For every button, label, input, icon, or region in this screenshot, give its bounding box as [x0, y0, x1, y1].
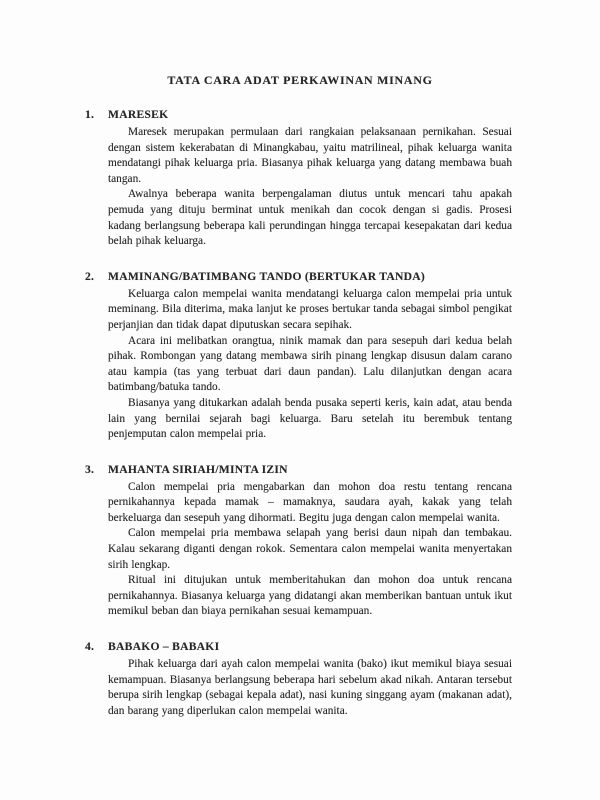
section-heading-row: [85, 269, 512, 284]
section-heading-row: [85, 107, 512, 122]
paragraph: Calon mempelai pria mengabarkan dan mohon doa restu tentang rencana pernikahannya kepada mamak – mamaknya, saudara ayah, kakak yang telah berkeluarga dan sesepuh yang dihormati. Begitu juga dengan calon mempelai wanita.: [108, 480, 512, 524]
paragraph: Keluarga calon mempelai wanita mendatangi keluarga calon mempelai pria untuk meminang. Bila diterima, maka lanjut ke proses bertukar tanda sebagai simbol pengikat perjanjian dan tidak dapat diputuskan secara sepihak.: [108, 287, 512, 331]
document-body: [85, 107, 512, 719]
section-babako-babaki: [85, 639, 512, 719]
paragraph: Pihak keluarga dari ayah calon mempelai wanita (bako) ikut memikul biaya sesuai kemampuan. Biasanya berlangsung beberapa hari sebelum akad nikah. Antaran tersebut berupa sirih lengkap (sebagai kepala adat), nasi kuning singgang ayam (makanan adat), dan barang yang diperlukan calon mempelai wanita.: [108, 658, 512, 717]
section-maresek: [85, 107, 512, 250]
section-number: 3.: [85, 462, 95, 476]
paragraph: Ritual ini ditujukan untuk memberitahukan dan mohon doa untuk rencana pernikahannya. Biasanya keluarga yang didatangi akan memberikan bantuan untuk ikut memikul beban dan biaya pernikahan sesuai kemampuan.: [108, 574, 512, 618]
section-mahanta-siriah: [85, 462, 512, 620]
section-number: 4.: [85, 640, 95, 654]
section-heading: MAHANTA SIRIAH/MINTA IZIN: [108, 462, 288, 476]
section-heading: MAMINANG/BATIMBANG TANDO (BERTUKAR TANDA): [108, 269, 425, 283]
section-heading: MARESEK: [108, 108, 169, 121]
section-number: 2.: [85, 269, 95, 283]
paragraph: Calon mempelai pria membawa selapah yang berisi daun nipah dan tembakau. Kalau sekarang diganti dengan rokok. Sementara calon mempelai wanita menyertakan sirih lengkap.: [108, 527, 512, 571]
paragraph: Acara ini melibatkan orangtua, ninik mamak dan para sesepuh dari kedua belah pihak. Rombongan yang datang membawa sirih pinang lengkap disusun dalam carano atau kampia (tas yang terbuat dari daun pandan). Lalu dilanjutkan dengan acara batimbang/batuka tando.: [108, 334, 512, 394]
section-heading-row: [85, 462, 512, 477]
paragraph: Biasanya yang ditukarkan adalah benda pusaka seperti keris, kain adat, atau benda lain yang bernilai sejarah bagi keluarga. Baru setelah itu berembuk tentang penjemputan calon mempelai pria.: [108, 396, 512, 441]
paragraph: Awalnya beberapa wanita berpengalaman diutus untuk mencari tahu apakah pemuda yang dituju berminat untuk menikah dan cocok dengan si gadis. Prosesi kadang berlangsung beberapa kali perundingan hingga tercapai kesepakatan dari kedua belah pihak keluarga.: [108, 188, 512, 248]
section-heading: BABAKO – BABAKI: [108, 640, 220, 654]
section-number: 1.: [85, 108, 95, 121]
paragraph: Maresek merupakan permulaan dari rangkaian pelaksanaan pernikahan. Sesuai dengan sistem kekerabatan di Minangkabau, yaitu matrilineal, pihak keluarga wanita mendatangi pihak keluarga pria. Biasanya pihak keluarga yang datang membawa buah tangan.: [108, 126, 512, 185]
section-maminang: [85, 269, 512, 443]
section-heading-row: [85, 639, 512, 654]
document-title: TATA CARA ADAT PERKAWINAN MINANG: [167, 73, 433, 87]
